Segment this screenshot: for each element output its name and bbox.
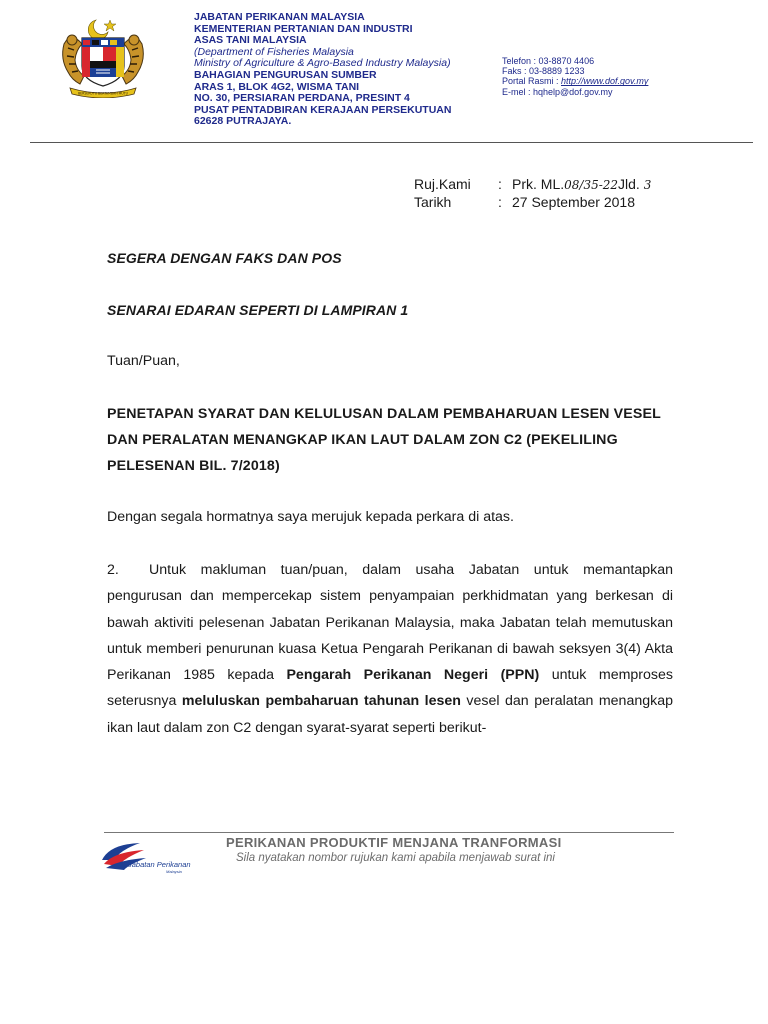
organization-address-block [194, 12, 484, 128]
bold-text: meluluskan pembaharuan tahunan lesen [181, 693, 461, 710]
paragraph-1: Dengan segala hormatnya saya merujuk kepada perkara di atas. [107, 509, 514, 525]
date-row [414, 194, 651, 211]
fisheries-department-logo [100, 838, 196, 880]
colon: : [498, 194, 502, 210]
portal-link[interactable]: http://www.dof.gov.my [561, 76, 649, 87]
logo-text: Jabatan Perikanan [128, 860, 191, 869]
organization-line: KEMENTERIAN PERTANIAN DAN INDUSTRI [194, 22, 413, 35]
reference-row [414, 176, 651, 194]
paragraph-number: 2. [107, 562, 119, 578]
salutation: Tuan/Puan, [107, 353, 180, 369]
email-address: E-mel : hqhelp@dof.gov.my [502, 86, 613, 97]
date-label: Tarikh [414, 194, 452, 210]
footer-divider [104, 832, 674, 833]
reference-handwritten: 08/35-22 [564, 178, 619, 192]
organization-line: BAHAGIAN PENGURUSAN SUMBER [194, 68, 377, 81]
phone-number: Telefon : 03-8870 4406 [502, 56, 595, 66]
reference-label: Ruj.Kami [414, 176, 471, 192]
coat-of-arms-logo [58, 14, 148, 98]
organization-line: ASAS TANI MALAYSIA [194, 34, 307, 47]
portal-label: Portal Rasmi : [502, 76, 562, 87]
recipient-list-notice: SENARAI EDARAN SEPERTI DI LAMPIRAN 1 [107, 302, 409, 318]
organization-line: (Department of Fisheries Malaysia [194, 45, 354, 58]
paragraph-text: vesel dan peralatan menangkap ikan laut dalam zon C2 dengan syarat-syarat seperti berikut- [107, 693, 673, 736]
volume-handwritten: 3 [643, 178, 652, 192]
organization-line: NO. 30, PERSIARAN PERDANA, PRESINT 4 [194, 92, 410, 105]
colon: : [498, 176, 502, 192]
organization-line: JABATAN PERIKANAN MALAYSIA [194, 11, 365, 23]
contact-info-block [502, 56, 648, 97]
reference-prefix: Prk. ML. [512, 176, 565, 192]
organization-line: PUSAT PENTADBIRAN KERAJAAN PERSEKUTUAN [194, 103, 452, 116]
portal-line [502, 76, 648, 86]
paragraph-text: Untuk makluman tuan/puan, dalam usaha Jabatan untuk memantapkan pengurusan dan mempercekap sistem penyampaian perkhidmatan yang berkesan di bawah aktiviti pelesenan Jabatan Perikanan Malaysia, maka Jabatan telah memutuskan untuk memberi penurunan kuasa Ketua Pengarah Perikanan di bawah seksyen 3(4) Akta Perikanan 1985 kepada [107, 562, 673, 684]
footer-note: Sila nyatakan nombor rujukan kami apabila menjawab surat ini [236, 852, 555, 864]
fax-number: Faks : 03-8889 1233 [502, 66, 585, 77]
organization-line: ARAS 1, BLOK 4G2, WISMA TANI [194, 80, 360, 93]
reference-value [512, 176, 651, 194]
bold-text: Pengarah Perikanan Negeri (PPN) [286, 667, 540, 684]
paragraph-2 [107, 557, 673, 741]
organization-line: 62628 PUTRAJAYA. [194, 115, 292, 128]
letterhead-divider [30, 142, 753, 143]
organization-line: Ministry of Agriculture & Agro-Based Industry Malaysia) [194, 57, 451, 70]
reference-block [414, 176, 651, 211]
logo-subtext: Malaysia [166, 869, 182, 874]
footer-slogan: PERIKANAN PRODUKTIF MENJANA TRANFORMASI [226, 835, 562, 850]
reference-suffix: Jld. [618, 176, 640, 192]
urgent-notice: SEGERA DENGAN FAKS DAN POS [107, 250, 342, 266]
paragraph-text: untuk memproses seterusnya [107, 667, 674, 710]
letter-subject: PENETAPAN SYARAT DAN KELULUSAN DALAM PEMBAHARUAN LESEN VESEL DAN PERALATAN MENANGKAP IKAN LAUT DALAM ZON C2 (PEKELILING PELESENAN BIL. 7/2018) [107, 406, 661, 474]
date-value: 27 September 2018 [512, 194, 635, 210]
crest-motto: BERSEKUTU BERTAMBAH MUTU [77, 91, 129, 96]
